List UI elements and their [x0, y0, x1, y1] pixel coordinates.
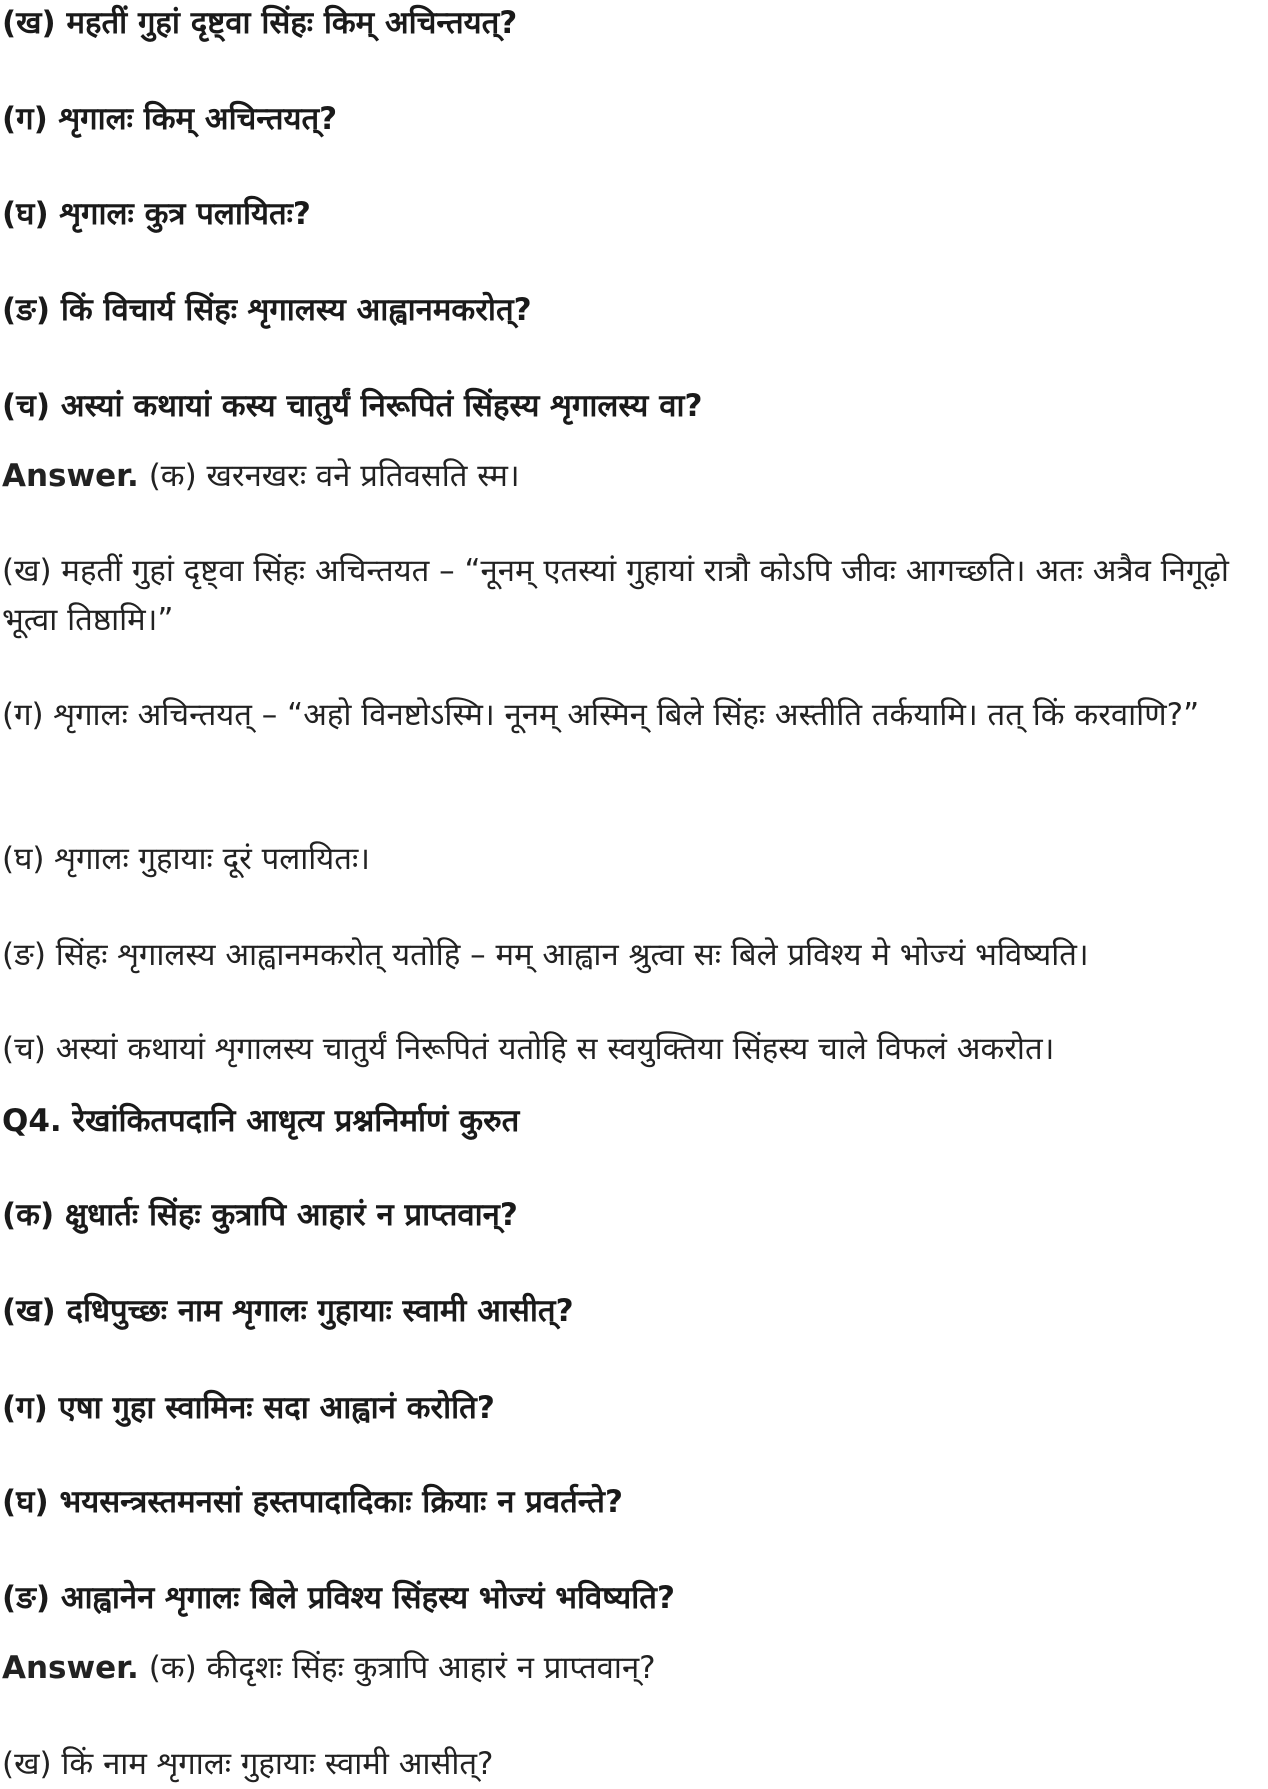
answer-kha: (ख) महतीं गुहां दृष्ट्वा सिंहः अचिन्तयत – “नूनम् एतस्यां गुहायां रात्रौ कोऽपि जीवः आगच्छति। अतः अत्रैव निगूढ़ो भूत्वा तिष्ठामि।” [2, 553, 1229, 638]
q4-answer-ka [2, 1644, 1266, 1693]
q4-item-nga: (ङ) आह्वानेन शृगालः बिले प्रविश्य सिंहस्य भोज्यं भविष्यति? [2, 1580, 675, 1616]
answer-ga: (ग) शृगालः अचिन्तयत् – “अहो विनष्टोऽस्मि। नूनम् अस्मिन् बिले सिंहः अस्तीति तर्कयामि। तत् किं करवाणि?” [2, 697, 1200, 733]
answer-label: Answer. [2, 458, 139, 494]
answer-text: (क) खरनखरः वने प्रतिवसति स्म। [148, 458, 520, 494]
q4-item-gha: (घ) भयसन्त्रस्तमनसां हस्तपादादिकाः क्रियाः न प्रवर्तन्ते? [2, 1484, 623, 1520]
question-gha: (घ) शृगालः कुत्र पलायितः? [2, 196, 311, 232]
q4-answer-kha: (ख) किं नाम शृगालः गुहायाः स्वामी आसीत्? [2, 1746, 494, 1782]
q4-item-ga: (ग) एषा गुहा स्वामिनः सदा आह्वानं करोति? [2, 1390, 495, 1426]
answer-text: (क) कीदृशः सिंहः कुत्रापि आहारं न प्राप्तवान्? [148, 1650, 656, 1686]
question-kha: (ख) महतीं गुहां दृष्ट्वा सिंहः किम् अचिन्तयत्? [2, 5, 518, 41]
answer-cha: (च) अस्यां कथायां शृगालस्य चातुर्यं निरूपितं यतोहि स स्वयुक्तिया सिंहस्य चाले विफलं अकरोत। [2, 1031, 1055, 1067]
q4-item-ka: (क) क्षुधार्तः सिंहः कुत्रापि आहारं न प्राप्तवान्? [2, 1197, 518, 1233]
answer-nga: (ङ) सिंहः शृगालस्य आह्वानमकरोत् यतोहि – मम् आह्वान श्रुत्वा सः बिले प्रविश्य मे भोज्यं भविष्यति। [2, 937, 1089, 973]
answer-label: Answer. [2, 1650, 139, 1686]
question-ga: (ग) शृगालः किम् अचिन्तयत्? [2, 101, 338, 137]
q4-item-kha: (ख) दधिपुच्छः नाम शृगालः गुहायाः स्वामी आसीत्? [2, 1293, 574, 1329]
question-cha: (च) अस्यां कथायां कस्य चातुर्यं निरूपितं सिंहस्य शृगालस्य वा? [2, 388, 703, 424]
answer-gha: (घ) शृगालः गुहायाः दूरं पलायितः। [2, 841, 370, 877]
question-nga: (ङ) किं विचार्य सिंहः शृगालस्य आह्वानमकरोत्? [2, 292, 532, 328]
q4-heading: Q4. रेखांकितपदानि आधृत्य प्रश्ननिर्माणं कुरुत [2, 1103, 520, 1139]
answer-ka [2, 452, 1266, 501]
